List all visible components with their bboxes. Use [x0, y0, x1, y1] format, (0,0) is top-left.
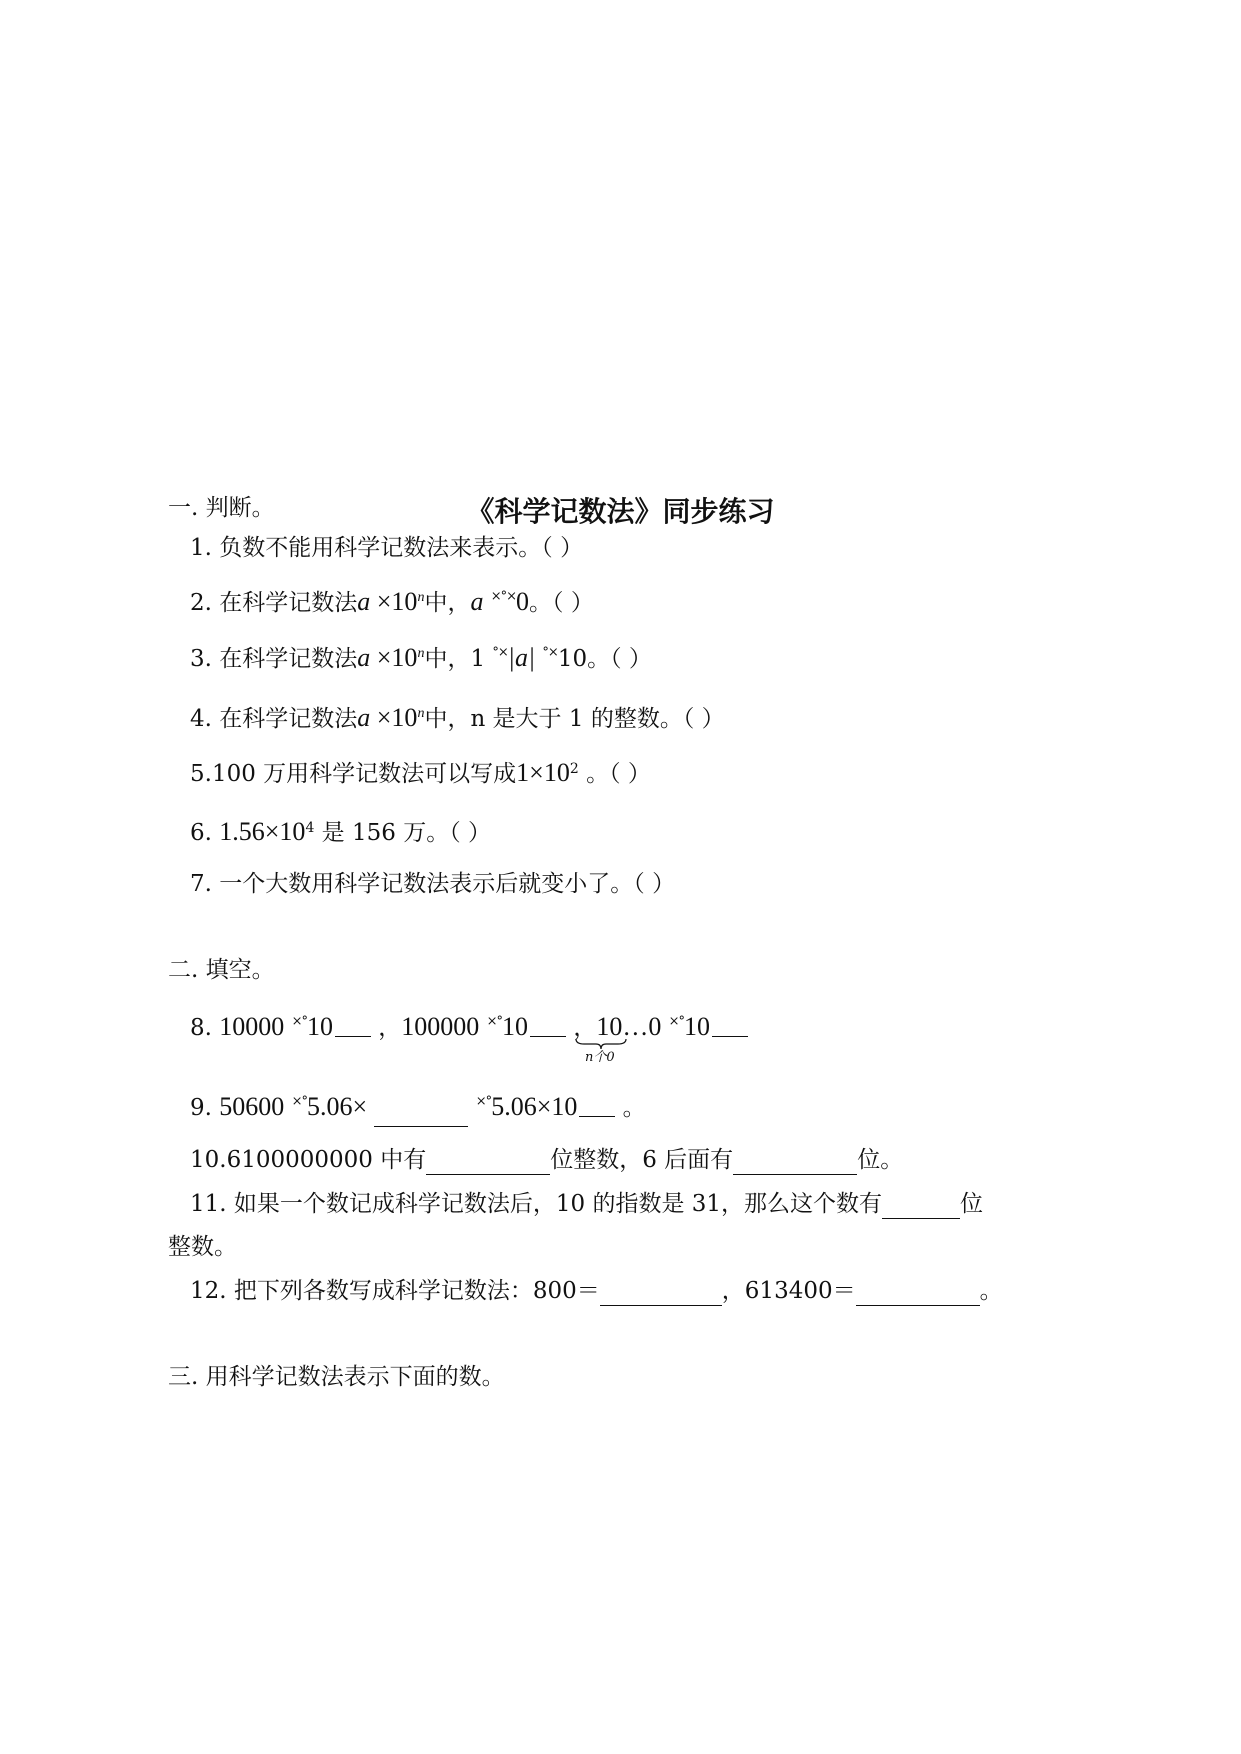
q5-number: 5.	[190, 761, 212, 787]
q7-number: 7.	[190, 871, 212, 897]
section3-heading: 三. 用科学记数法表示下面的数。	[168, 1364, 505, 1390]
q11-line1-end: 位	[960, 1191, 984, 1217]
q2-answer-paren[interactable]: 。（ ）	[529, 590, 594, 616]
q3-number: 3.	[190, 646, 212, 672]
q12-prefix: 把下列各数写成科学记数法：800＝	[233, 1278, 600, 1304]
q11-number: 11.	[190, 1191, 227, 1217]
q3-times-ten: ×10	[376, 643, 418, 672]
q1-number: 1.	[190, 535, 212, 561]
q11-text: 如果一个数记成科学记数法后，10 的指数是 31，那么这个数有	[233, 1191, 883, 1217]
q8-exponent-blank-3[interactable]	[712, 1022, 748, 1037]
q8-comma-1: ，	[378, 1015, 402, 1041]
question-6	[190, 817, 491, 848]
question-8	[190, 1012, 748, 1047]
question-9	[190, 1092, 646, 1127]
q8-ten-3: 10	[684, 1012, 711, 1041]
q4-prefix: 在科学记数法	[219, 706, 358, 732]
q8-comma-2: ，	[573, 1015, 597, 1041]
page-title: 《科学记数法》同步练习	[466, 495, 775, 528]
question-3	[190, 643, 652, 678]
q3-answer-paren[interactable]: 。（ ）	[587, 646, 652, 672]
q5-expression: 1×10	[516, 758, 570, 787]
q4-variable-a: a	[357, 703, 371, 732]
q4-text: 中，n 是大于 1 的整数。	[424, 706, 683, 732]
q9-blank-1[interactable]	[374, 1102, 468, 1127]
q8-number-10000: 10000	[219, 1012, 285, 1041]
q4-number: 4.	[190, 706, 212, 732]
q3-symbol-glyph-1: °×	[492, 645, 508, 660]
question-2	[190, 587, 594, 622]
q8-underbrace-label: n个0	[585, 1050, 615, 1065]
q12-mid: ，613400＝	[721, 1278, 856, 1304]
q8-symbol-glyph-2: ×°	[486, 1014, 503, 1029]
q8-exponent-blank-1[interactable]	[335, 1022, 371, 1037]
q8-number-10-dots-0: 10…0	[596, 1012, 662, 1041]
section2-heading: 二. 填空。	[168, 957, 275, 983]
q2-exponent: n	[417, 590, 425, 605]
q2-number: 2.	[190, 590, 212, 616]
q5-exponent: 2	[569, 761, 579, 777]
q8-ten-1: 10	[306, 1012, 333, 1041]
q3-mid: 中，	[424, 646, 471, 672]
q8-exponent-blank-2[interactable]	[530, 1022, 566, 1037]
q9-number-50600: 50600	[219, 1092, 285, 1121]
q2-zero: 0	[516, 587, 530, 616]
q12-blank-2[interactable]	[856, 1281, 980, 1306]
q4-exponent: n	[417, 706, 425, 721]
q8-symbol-glyph-3: ×°	[668, 1014, 685, 1029]
q7-text: 一个大数用科学记数法表示后就变小了。	[219, 871, 634, 897]
q10-end: 位。	[857, 1147, 904, 1173]
q3-exponent: n	[417, 646, 425, 661]
question-11	[190, 1189, 983, 1219]
q6-text: 是 156 万。	[321, 820, 450, 846]
question-4	[190, 703, 725, 734]
q8-number-100000: 100000	[401, 1012, 480, 1041]
q8-symbol-glyph-1: ×°	[291, 1014, 307, 1029]
q2-times-ten: ×10	[376, 587, 418, 616]
q2-prefix: 在科学记数法	[219, 590, 358, 616]
q3-prefix: 在科学记数法	[219, 646, 358, 672]
q9-expression-1: 5.06×	[306, 1092, 368, 1121]
question-10	[190, 1145, 903, 1175]
q2-variable-a: a	[357, 587, 371, 616]
q12-end: 。	[979, 1278, 1003, 1304]
question-5	[190, 758, 651, 789]
q6-number: 6.	[190, 820, 212, 846]
q10-blank-2[interactable]	[733, 1150, 857, 1175]
q3-symbol-glyph-2: °×	[542, 645, 558, 660]
q10-mid: 位整数，6 后面有	[550, 1147, 734, 1173]
q2-symbol-glyph: ×°×	[490, 589, 517, 604]
q11-blank[interactable]	[882, 1194, 960, 1219]
q9-symbol-glyph-2: ×°	[475, 1094, 492, 1109]
q10-number: 10.	[190, 1147, 227, 1173]
q3-variable-a: a	[357, 643, 371, 672]
q9-exponent-blank[interactable]	[579, 1102, 615, 1117]
q6-expression: 1.56×10	[219, 817, 306, 846]
q10-blank-1[interactable]	[426, 1150, 550, 1175]
q9-number: 9.	[190, 1095, 212, 1121]
q5-answer-paren[interactable]: 。（ ）	[586, 761, 651, 787]
question-12	[190, 1276, 1003, 1306]
q6-answer-paren[interactable]: （ ）	[449, 820, 492, 846]
section1-heading: 一. 判断。	[168, 495, 275, 521]
q5-text: 100 万用科学记数法可以写成	[211, 761, 517, 787]
q4-answer-paren[interactable]: （ ）	[682, 706, 725, 732]
q3-abs-a: |a|	[507, 643, 536, 672]
q9-expression-2: 5.06×10	[491, 1092, 578, 1121]
q7-answer-paren[interactable]: （ ）	[633, 871, 676, 897]
q8-ten-2: 10	[502, 1012, 529, 1041]
q2-mid: 中，	[424, 590, 471, 616]
q9-period: 。	[622, 1095, 646, 1121]
q4-times-ten: ×10	[376, 703, 418, 732]
q12-blank-1[interactable]	[600, 1281, 722, 1306]
q3-one: 1	[470, 646, 486, 672]
question-7	[190, 869, 675, 899]
q6-exponent: 4	[305, 820, 315, 836]
q10-prefix: 6100000000 中有	[226, 1147, 427, 1173]
q3-ten: 10	[557, 646, 588, 672]
q2-variable-a2: a	[470, 587, 484, 616]
q9-symbol-glyph-1: ×°	[291, 1094, 307, 1109]
q1-answer-paren[interactable]: （ ）	[541, 535, 584, 561]
q1-text: 负数不能用科学记数法来表示。	[219, 535, 542, 561]
q12-number: 12.	[190, 1278, 227, 1304]
q8-number: 8.	[190, 1015, 212, 1041]
question-1	[190, 533, 583, 563]
question-11-continued: 整数。	[168, 1234, 237, 1260]
